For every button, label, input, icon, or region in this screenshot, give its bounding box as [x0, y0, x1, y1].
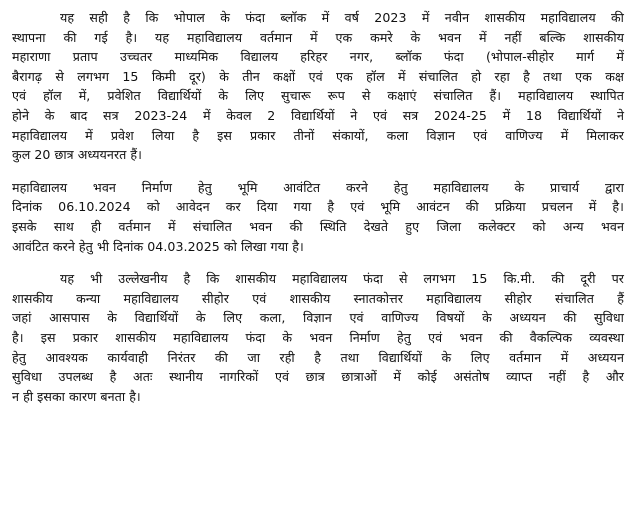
text-line: आवंटित करने हेतु भी दिनांक 04.03.2025 को लिखा गया है।: [12, 238, 304, 254]
text-line: यह सही है कि भोपाल के फंदा ब्लॉक में वर्ष 2023 में नवीन शासकीय महाविद्यालय की: [60, 10, 624, 25]
text-line: इसके साथ ही वर्तमान में संचालित भवन की स्थिति देखते हुए जिला कलेक्टर को अन्य भवन: [12, 218, 624, 234]
text-line: सुविधा उपलब्ध है अतः स्थानीय नागरिकों एवं छात्र छात्राओं में कोई असंतोष व्याप्त नहीं है और: [12, 369, 624, 385]
document-body: [12, 8, 624, 419]
text-line: शासकीय कन्या महाविद्यालय सीहोर एवं शासकीय स्नातकोत्तर महाविद्यालय सीहोर संचालित हैं: [12, 290, 624, 306]
paragraph-land-allotment: [12, 178, 624, 256]
text-line: महाराणा प्रताप उच्चतर माध्यमिक विद्यालय हरिहर नगर, ब्लॉक फंदा (भोपाल-सीहोर मार्ग में: [12, 49, 624, 65]
text-line: दिनांक 06.10.2024 को आवेदन कर दिया गया है एवं भूमि आवंटन की प्रक्रिया प्रचलन में है।: [12, 199, 624, 215]
text-line: महाविद्यालय भवन निर्माण हेतु भूमि आवंटित करने हेतु महाविद्यालय के प्राचार्य द्वारा: [12, 179, 624, 195]
text-line: बैरागढ़ से लगभग 15 किमी दूर) के तीन कक्षों एवं एक हॉल में संचालित हो रहा है तथा एक कक्ष: [12, 68, 624, 84]
text-line: होने के बाद सत्र 2023-24 में केवल 2 विद्यार्थियों ने एवं सत्र 2024-25 में 18 विद्यार्थियों ने: [12, 107, 624, 123]
paragraph-nearby-colleges: [12, 269, 624, 406]
text-line: यह भी उल्लेखनीय है कि शासकीय महाविद्यालय फंदा से लगभग 15 कि.मी. की दूरी पर: [60, 271, 624, 287]
paragraph-college-establishment: [12, 8, 624, 165]
text-line: एवं हॉल में, प्रवेशित विद्यार्थियों के लिए सुचारू रूप से कक्षाएं संचालित हैं। महाविद्यालय स्थापित: [12, 88, 624, 104]
text-line: न ही इसका कारण बनता है।: [12, 388, 141, 404]
text-line: हेतु आवश्यक कार्यवाही निरंतर की जा रही है तथा विद्यार्थियों के लिए वर्तमान में अध्ययन: [12, 349, 624, 365]
text-line: कुल 20 छात्र अध्ययनरत हैं।: [12, 147, 142, 163]
text-line: स्थापना की गई है। यह महाविद्यालय वर्तमान में एक कमरे के भवन में नहीं बल्कि शासकीय: [12, 29, 624, 45]
text-line: महाविद्यालय में प्रवेश लिया है इस प्रकार तीनों संकायों, कला विज्ञान एवं वाणिज्य में मिलाकर: [12, 127, 624, 143]
text-line: जहां आसपास के विद्यार्थियों के लिए कला, विज्ञान एवं वाणिज्य विषयों के अध्ययन की सुविधा: [12, 310, 624, 326]
text-line: है। इस प्रकार शासकीय महाविद्यालय फंदा के भवन निर्माण हेतु एवं भवन की वैकल्पिक व्यवस्था: [12, 329, 624, 345]
